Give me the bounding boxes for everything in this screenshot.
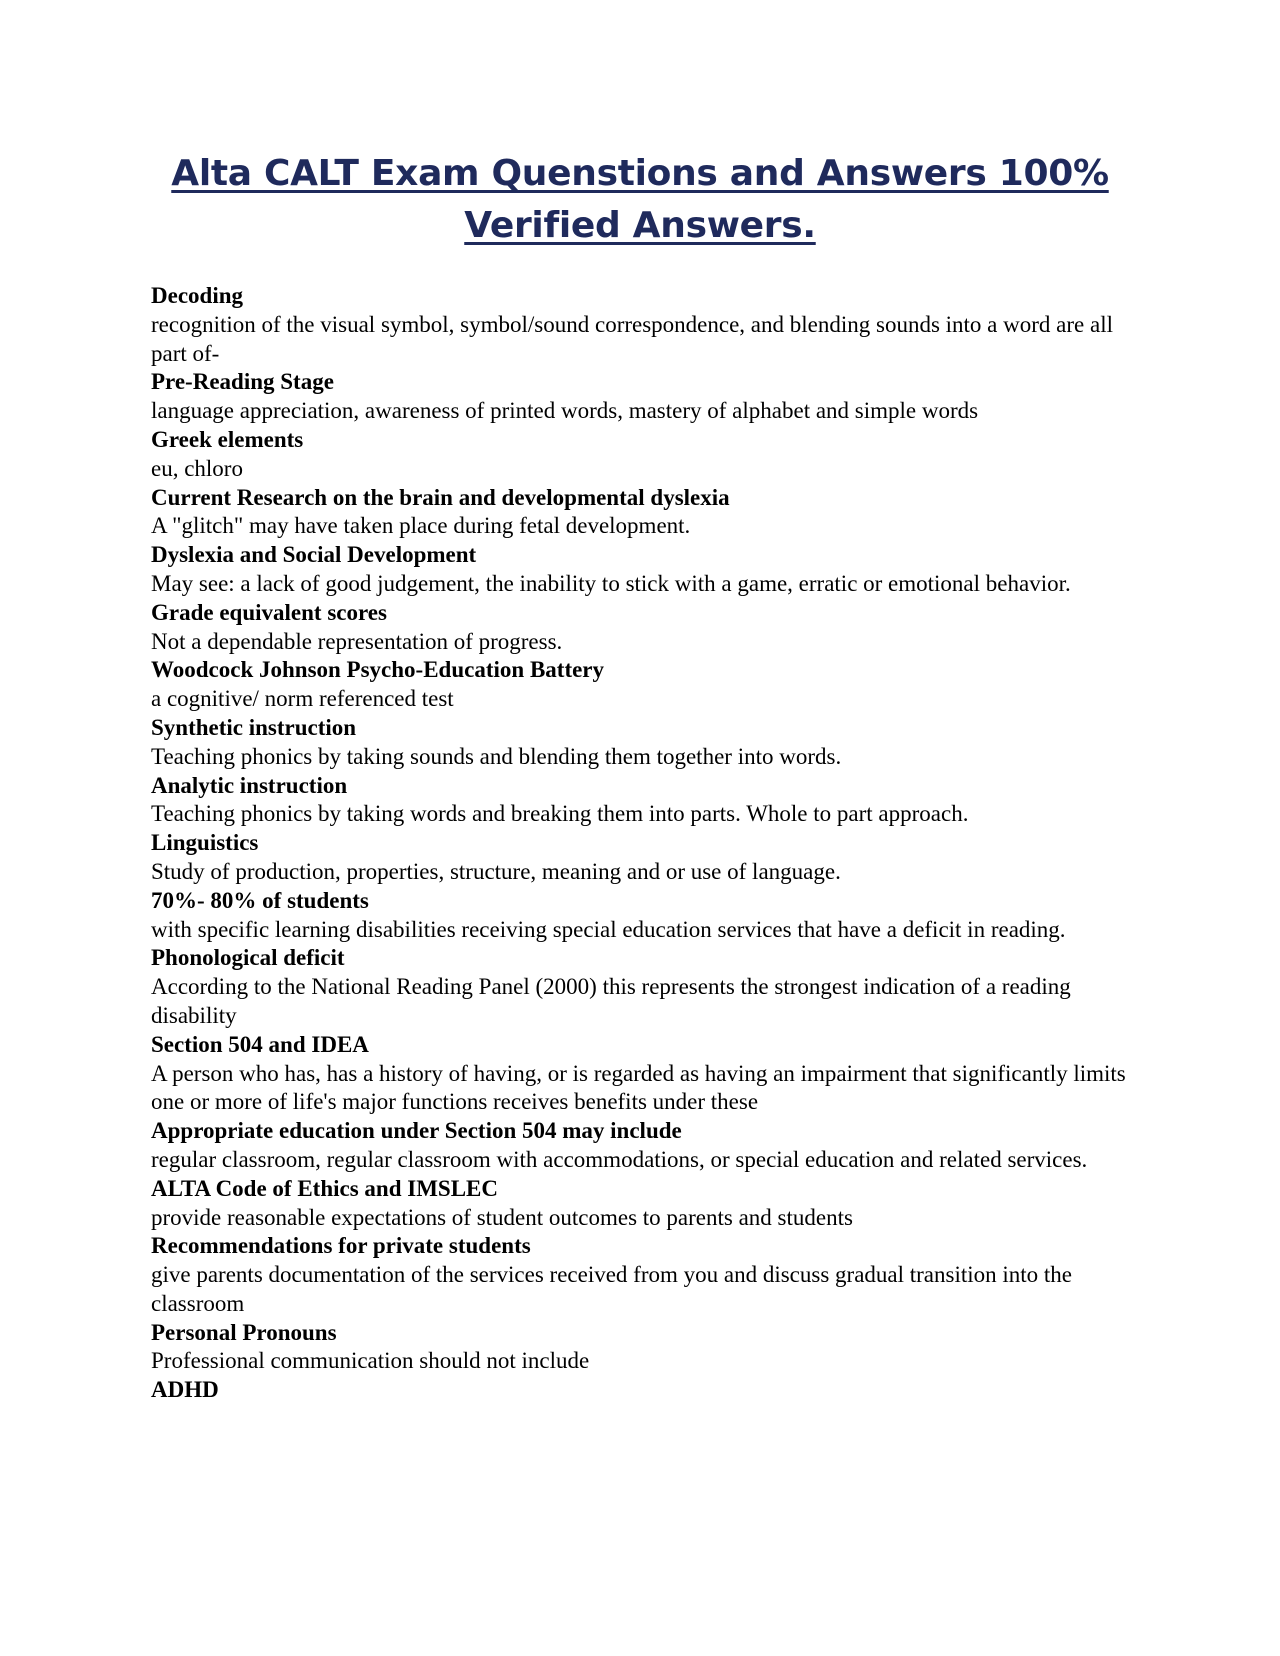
- qa-item: [151, 1232, 1141, 1318]
- title-line-1: Alta CALT Exam Quenstions and Answers 100%: [171, 153, 1109, 194]
- qa-item: [151, 887, 1141, 945]
- qa-item: [151, 426, 1141, 484]
- qa-item: [151, 1319, 1141, 1377]
- qa-term: Current Research on the brain and developmental dyslexia: [151, 484, 730, 510]
- qa-item: [151, 282, 1141, 368]
- qa-term: Personal Pronouns: [151, 1319, 337, 1345]
- qa-answer: give parents documentation of the services received from you and discuss gradual transition into the classroom: [151, 1262, 1073, 1316]
- document-title: [150, 148, 1130, 252]
- qa-answer: May see: a lack of good judgement, the inability to stick with a game, erratic or emotional behavior.: [151, 570, 1071, 596]
- qa-term: Decoding: [151, 283, 243, 308]
- qa-answer: a cognitive/ norm referenced test: [151, 686, 454, 712]
- qa-list: [151, 282, 1141, 1405]
- qa-term: ADHD: [151, 1377, 219, 1403]
- qa-term: Greek elements: [151, 426, 304, 452]
- qa-answer: Study of production, properties, structure, meaning and or use of language.: [151, 858, 841, 884]
- qa-term: Synthetic instruction: [151, 714, 357, 740]
- qa-term: Dyslexia and Social Development: [151, 542, 477, 568]
- qa-term: Woodcock Johnson Psycho-Education Battery: [151, 657, 605, 683]
- qa-item: [151, 829, 1141, 887]
- qa-answer: Teaching phonics by taking words and breaking them into parts. Whole to part approach.: [151, 801, 969, 827]
- qa-answer: provide reasonable expectations of student outcomes to parents and students: [151, 1204, 853, 1230]
- qa-answer: A person who has, has a history of having, or is regarded as having an impairment that significantly limits one or more of life's major functions receives benefits under these: [151, 1060, 1126, 1115]
- qa-answer: Teaching phonics by taking sounds and blending them together into words.: [151, 743, 842, 769]
- qa-term: ALTA Code of Ethics and IMSLEC: [151, 1175, 498, 1201]
- qa-answer: eu, chloro: [151, 455, 243, 481]
- qa-item: [151, 599, 1141, 657]
- qa-term: 70%- 80% of students: [151, 887, 369, 913]
- qa-term: Linguistics: [151, 830, 259, 856]
- qa-answer: A "glitch" may have taken place during fetal development.: [151, 513, 691, 539]
- qa-item: [151, 541, 1141, 599]
- qa-term: Phonological deficit: [151, 945, 345, 971]
- qa-term: Recommendations for private students: [151, 1233, 531, 1259]
- qa-item: [151, 944, 1141, 1030]
- qa-item: [151, 1031, 1141, 1117]
- qa-term: Pre-Reading Stage: [151, 369, 334, 395]
- qa-item: [151, 1117, 1141, 1175]
- qa-item: [151, 1175, 1141, 1233]
- qa-item: [151, 368, 1141, 426]
- qa-answer: recognition of the visual symbol, symbol/sound correspondence, and blending sounds into a word are all part of-: [151, 311, 1113, 366]
- qa-item: [151, 1376, 1141, 1405]
- qa-term: Section 504 and IDEA: [151, 1031, 369, 1057]
- title-line-2: Verified Answers.: [464, 205, 816, 246]
- qa-item: [151, 656, 1141, 714]
- qa-term: Grade equivalent scores: [151, 599, 387, 625]
- qa-answer: According to the National Reading Panel (2000) this represents the strongest indication of a reading disability: [151, 974, 1071, 1028]
- qa-item: [151, 484, 1141, 542]
- qa-answer: language appreciation, awareness of printed words, mastery of alphabet and simple words: [151, 398, 979, 424]
- qa-item: [151, 714, 1141, 772]
- qa-answer: Professional communication should not include: [151, 1348, 590, 1374]
- qa-term: Analytic instruction: [151, 772, 348, 798]
- qa-answer: with specific learning disabilities receiving special education services that have a deficit in reading.: [151, 916, 1066, 942]
- qa-answer: regular classroom, regular classroom with accommodations, or special education and related services.: [151, 1146, 1088, 1172]
- qa-answer: Not a dependable representation of progress.: [151, 628, 563, 654]
- qa-term: Appropriate education under Section 504 may include: [151, 1118, 682, 1144]
- qa-item: [151, 772, 1141, 830]
